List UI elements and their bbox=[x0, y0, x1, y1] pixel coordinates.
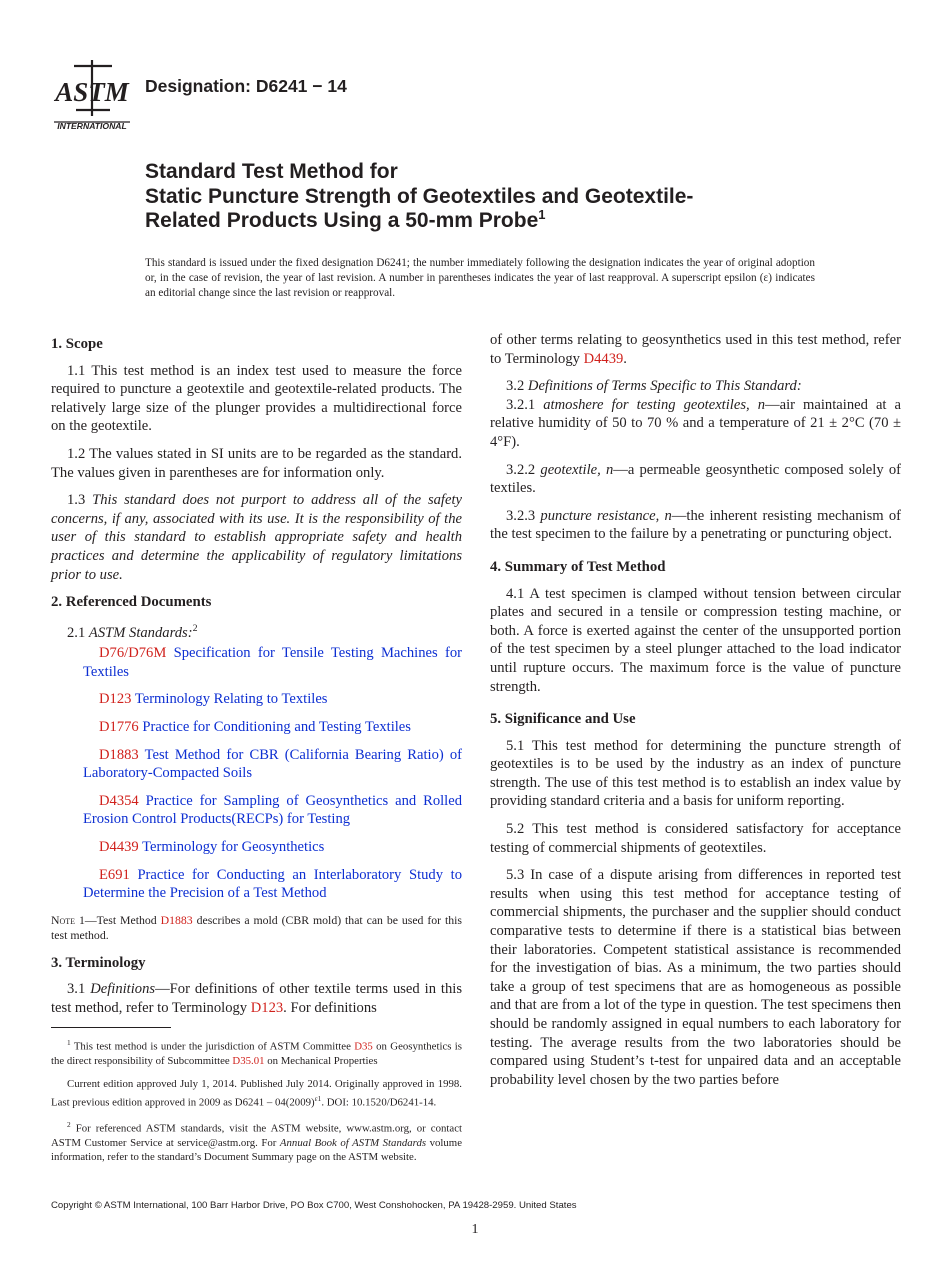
para-3-1: 3.1 Definitions—For definitions of other textile terms used in this test method, refer to Terminology D123. For definitions bbox=[51, 981, 462, 1016]
left-column bbox=[51, 331, 462, 1174]
para-5-3: 5.3 In case of a dispute arising from differences in reported test results when using this test method for acceptance testing of commercial shipments, the purchaser and the supplier should conduct comparative tests to determine if there is a statistical bias between their laboratories. Competent statistical assistance is recommended for the investigation of bias. As a minimum, the two parties should take a group of test specimens that are as homogeneous as possible and that are from a lot of the type in question. The test specimens then should be randomly assigned in equal numbers to each laboratory for testing. The average results from the two laboratories should be compared using Student’s t-test for unpaired data and an acceptable probability level chosen by the two parties before bbox=[490, 867, 901, 1088]
ref-title-link[interactable]: Practice for Conducting an Interlaboratory Study to Determine the Precision of a Test Method bbox=[83, 866, 462, 902]
title-line-2: Static Puncture Strength of Geotextiles and Geotextile- bbox=[145, 184, 694, 208]
link-d35[interactable]: D35 bbox=[354, 1041, 373, 1054]
section-5-heading: 5. Significance and Use bbox=[490, 711, 636, 728]
title-line-1: Standard Test Method for bbox=[145, 160, 398, 183]
astm-logo bbox=[52, 58, 136, 132]
title-line-3: Related Products Using a 50-mm Probe bbox=[145, 209, 539, 232]
note-1: Note 1—Test Method D1883 describes a mold (CBR mold) that can be used for this test method. bbox=[51, 912, 462, 943]
ref-title-link[interactable]: Terminology for Geosynthetics bbox=[142, 838, 325, 855]
ref-code-link[interactable]: D4354 bbox=[99, 792, 139, 809]
footnote-1: $^1$ This test method is under the jurisdiction of ASTM Committee D35 on Geosynthetics is the direct responsibility of Subcommittee D35.01 on Mechanical Properties bbox=[51, 1038, 462, 1068]
para-3-1-continued: of other terms relating to geosynthetics used in this test method, refer to Terminology D4439. bbox=[490, 332, 901, 367]
logo-letters: ASTM bbox=[55, 77, 129, 107]
para-1-3: 1.3 This standard does not purport to address all of the safety concerns, if any, associated with its use. It is the responsibility of the user of this standard to establish appropriate safety and health practices and determine the applicability of regulatory limitations prior to use. bbox=[51, 492, 462, 583]
right-column bbox=[490, 331, 901, 1098]
para-3-2: 3.2 Definitions of Terms Specific to This Standard: bbox=[506, 378, 802, 395]
para-5-1: 5.1 This test method for determining the puncture strength of geotextiles is to be used by the industry as an index of puncture strength. The use of this test method is to establish an index value by providing standard criteria and a basis for uniform reporting. bbox=[490, 737, 901, 810]
section-1-heading: 1. Scope bbox=[51, 336, 103, 352]
list-item bbox=[51, 644, 462, 681]
copyright-footer: Copyright © ASTM International, 100 Barr Harbor Drive, PO Box C700, West Conshohocken, PA 19428-2959. United States bbox=[51, 1200, 577, 1211]
section-2-heading: 2. Referenced Documents bbox=[51, 594, 212, 611]
para-4-1: 4.1 A test specimen is clamped without tension between circular plates and secured in a tensile or compression testing machine, or both. A force is exerted against the center of the unsupported portion of the test specimen by a steel plunger attached to the load indicator until rupture occurs. The maximum force is the value of puncture strength. bbox=[490, 585, 901, 695]
ref-code-link[interactable]: D1883 bbox=[99, 746, 139, 763]
ref-code-link[interactable]: D123 bbox=[99, 691, 132, 708]
para-2-1: 2.1 ASTM Standards:$^2$ bbox=[67, 622, 198, 641]
para-1-2: 1.2 The values stated in SI units are to be regarded as the standard. The values given in parentheses are for information only. bbox=[51, 445, 462, 481]
page-number: 1 bbox=[471, 1222, 479, 1237]
para-5-2: 5.2 This test method is considered satisfactory for acceptance testing of commercial shipments of geotextiles. bbox=[490, 821, 901, 856]
para-3-2-1: 3.2.1 atmoshere for testing geotextiles, n—air maintained at a relative humidity of 50 to 70 % and a temperature of 21 ± 2°C (70 ± 4°F). bbox=[490, 396, 902, 450]
link-d123[interactable]: D123 bbox=[250, 999, 284, 1016]
ref-title-link[interactable]: Practice for Conditioning and Testing Textiles bbox=[142, 718, 411, 735]
list-item bbox=[51, 866, 462, 903]
section-3-heading: 3. Terminology bbox=[51, 954, 146, 971]
logo-subtext: INTERNATIONAL bbox=[57, 121, 127, 131]
note-link-d1883[interactable]: D1883 bbox=[160, 912, 193, 927]
footnote-1-edition: Current edition approved July 1, 2014. Published July 2014. Originally approved in 1998. Last previous edition approved in 2009 as $D6241 - 04(2009)^{\varepsilon 1}$. DOI: 10.1520/D6241-14. bbox=[51, 1078, 462, 1109]
ref-title-link[interactable]: Practice for Sampling of Geosynthetics and Rolled Erosion Control Products(RECPs) for Testing bbox=[83, 792, 463, 828]
footnote-divider bbox=[51, 1027, 171, 1028]
para-3-2-3: 3.2.3 puncture resistance, n—the inherent resisting mechanism of the test specimen to the failure by a penetrating or puncturing object. bbox=[490, 507, 902, 543]
ref-code-link[interactable]: D4439 bbox=[99, 838, 139, 855]
list-item bbox=[51, 746, 462, 783]
ref-title-link[interactable]: Terminology Relating to Textiles bbox=[134, 691, 328, 708]
link-d35-01[interactable]: D35.01 bbox=[232, 1055, 265, 1068]
para-3-2-2: 3.2.2 geotextile, n—a permeable geosynthetic composed solely of textiles. bbox=[490, 461, 901, 497]
ref-title-link[interactable]: Specification for Tensile Testing Machines for Textiles bbox=[83, 645, 462, 680]
referenced-documents-list bbox=[51, 644, 462, 903]
document-title bbox=[145, 160, 805, 234]
footnote-2: $^2$ For referenced ASTM standards, visit the ASTM website, www.astm.org, or contact ASTM Customer Service at service@astm.org. For Annual Book of ASTM Standards volume information, refer to the standard’s Document Summary page on the ASTM website. bbox=[51, 1120, 462, 1164]
list-item bbox=[51, 838, 462, 857]
section-4-heading: 4. Summary of Test Method bbox=[490, 558, 666, 575]
ref-code-link[interactable]: D1776 bbox=[99, 718, 139, 735]
list-item bbox=[51, 792, 462, 829]
issuance-notice: This standard is issued under the fixed designation D6241; the number immediately following the designation indicates the year of original adoption or, in the case of revision, the year of last revision. A number in parentheses indicates the year of last reapproval. A superscript epsilon (ε) indicates an editorial change since the last revision or reapproval. bbox=[145, 257, 815, 300]
list-item bbox=[51, 690, 462, 709]
list-item bbox=[51, 718, 462, 737]
para-1-1: 1.1 This test method is an index test used to measure the force required to puncture a geotextile and geotextile-related products. The relatively large size of the plunger provides a multidirectional force on the geotextile. bbox=[51, 362, 462, 435]
title-footnote-mark: 1 bbox=[538, 207, 546, 222]
ref-code-link[interactable]: D76/D76M bbox=[99, 645, 167, 662]
ref-title-link[interactable]: Test Method for CBR (California Bearing Ratio) of Laboratory-Compacted Soils bbox=[83, 746, 462, 782]
ref-code-link[interactable]: E691 bbox=[99, 866, 130, 883]
designation: Designation: D6241 − 14 bbox=[145, 76, 347, 96]
link-d4439[interactable]: D4439 bbox=[583, 350, 624, 367]
